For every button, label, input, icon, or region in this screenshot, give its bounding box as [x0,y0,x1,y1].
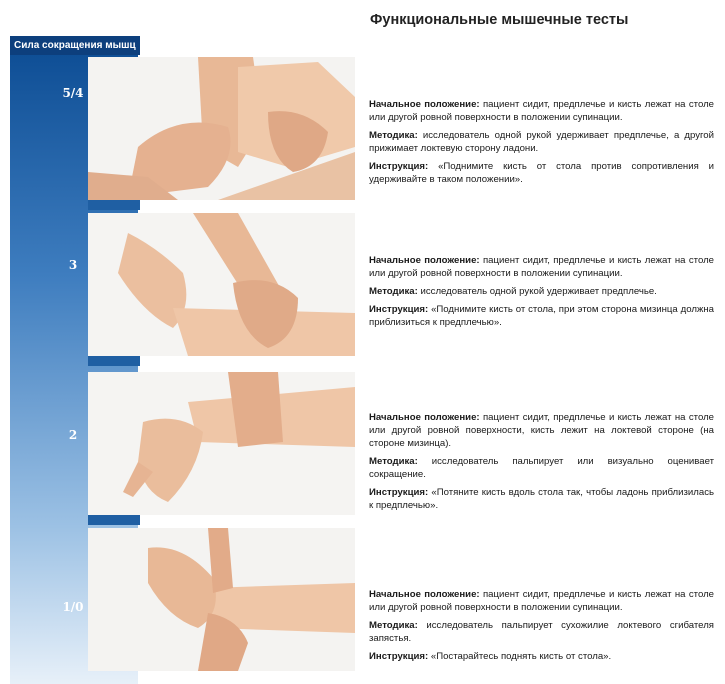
muscle-strength-header: Сила сокращения мышц [10,36,140,55]
start-position: Начальное положение: пациент сидит, предплечье и кисть лежат на столе или другой ровной поверхности в положении супинации. [369,255,714,279]
grade-label: 3 [68,258,78,272]
start-position: Начальное положение: пациент сидит, предплечье и кисть лежат на столе или другой ровной поверхности в положении супинации. [369,99,714,123]
instruction: Инструкция: «Поднимите кисть от стола, при этом сторона мизинца должна приблизиться к предплечью». [369,304,714,328]
test-photo-grade-1-0 [88,528,355,671]
start-position: Начальное положение: пациент сидит, предплечье и кисть лежат на столе или другой ровной поверхности в положении супинации. [369,589,714,613]
test-description-grade-5-4 [369,98,714,191]
instruction: Инструкция: «Потяните кисть вдоль стола так, чтобы ладонь приблизилась к предплечью». [369,487,714,511]
grade-label: 5/4 [62,86,84,100]
section-divider [88,200,140,210]
instruction: Инструкция: «Постарайтесь поднять кисть от стола». [369,651,612,662]
method: Методика: исследователь пальпирует или визуально оценивает сокращение. [369,456,714,480]
method: Методика: исследователь одной рукой удерживает предплечье, а другой прижимает локтевую сторону ладони. [369,130,714,154]
grade-label: 1/0 [62,600,84,614]
section-divider [88,356,140,366]
page-title: Функциональные мышечные тесты [370,12,629,28]
start-position: Начальное положение: пациент сидит, предплечье и кисть лежат на столе или другой ровной поверхности, кисть лежит на локтевой стороне (на стороне мизинца). [369,412,714,449]
test-photo-grade-5-4 [88,57,355,200]
grade-label: 2 [68,428,78,442]
test-photo-grade-3 [88,213,355,356]
method: Методика: исследователь одной рукой удерживает предплечье. [369,286,657,297]
test-photo-grade-2 [88,372,355,515]
instruction: Инструкция: «Поднимите кисть от стола против сопротивления и удерживайте в таком положении». [369,161,715,185]
test-description-grade-1-0 [369,588,714,668]
method: Методика: исследователь пальпирует сухожилие локтевого сгибателя запястья. [369,620,714,644]
section-divider [88,515,140,525]
test-description-grade-3 [369,254,714,334]
test-description-grade-2 [369,411,714,517]
